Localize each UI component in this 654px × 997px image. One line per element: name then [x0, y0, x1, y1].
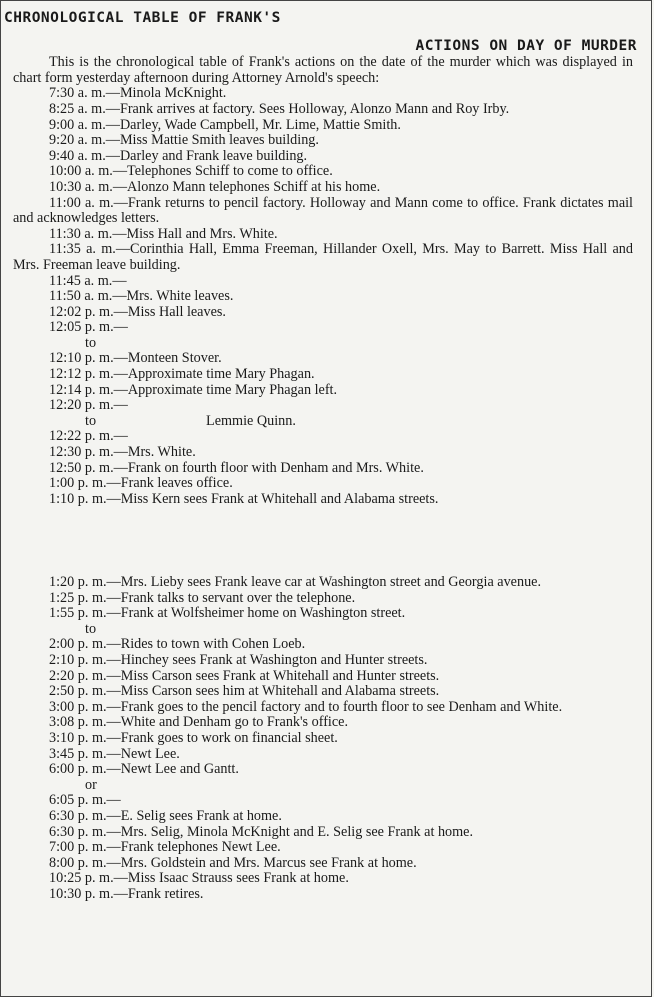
timeline-entry — [13, 575, 633, 591]
timeline-entry — [13, 669, 633, 685]
entry-time: 6:05 p. m. — [49, 792, 107, 809]
entry-text: —Miss Carson sees him at Whitehall and Alabama streets. — [106, 683, 440, 700]
timeline-entry — [13, 762, 633, 778]
timeline-entry — [13, 429, 633, 445]
entry-text: —Mrs. Goldstein and Mrs. Marcus see Frank at home. — [106, 854, 417, 871]
entry-time: 1:20 p. m. — [49, 574, 107, 590]
entry-time: 1:00 p. m. — [49, 475, 107, 492]
clipping-bottom — [0, 574, 652, 997]
headline-line-1: CHRONOLOGICAL TABLE OF FRANK'S — [4, 10, 281, 26]
entry-time: 10:25 p. m. — [49, 870, 114, 887]
entry-text: —Hinchey sees Frank at Washington and Hunter streets. — [106, 651, 428, 668]
entry-text: —Frank goes to the pencil factory and to fourth floor to see Denham and White. — [106, 698, 563, 715]
timeline-entry — [13, 367, 633, 383]
timeline-entry — [13, 606, 633, 622]
timeline-entry — [13, 320, 633, 336]
timeline-entry — [13, 196, 633, 227]
timeline-entry — [13, 102, 633, 118]
entry-time: 12:12 p. m. — [49, 366, 114, 383]
entry-time: 12:10 p. m. — [49, 350, 114, 367]
timeline-entry — [13, 715, 633, 731]
entry-text: —Frank on fourth floor with Denham and Mrs. White. — [113, 459, 424, 476]
timeline-entry — [13, 86, 633, 102]
entry-time: 10:30 p. m. — [49, 885, 114, 902]
entry-time: 11:30 a. m. — [49, 225, 113, 242]
entry-time: 3:00 p. m. — [49, 698, 107, 715]
entry-time: 9:00 a. m. — [49, 116, 106, 133]
range-connector: to — [85, 620, 97, 637]
entry-time: 12:22 p. m. — [49, 428, 114, 445]
entry-text: —E. Selig sees Frank at home. — [106, 807, 282, 824]
timeline-entry — [13, 871, 633, 887]
entry-time: 12:50 p. m. — [49, 459, 114, 476]
entry-time: 8:00 p. m. — [49, 854, 107, 871]
entry-time: 12:02 p. m. — [49, 303, 114, 320]
entry-text: —Mrs. Selig, Minola McKnight and E. Selig see Frank at home. — [106, 823, 474, 840]
entry-text: —Darley, Wade Campbell, Mr. Lime, Mattie Smith. — [105, 116, 401, 133]
entry-text: —Monteen Stover. — [113, 350, 222, 367]
entry-text: —Frank telephones Newt Lee. — [106, 839, 281, 856]
entry-text: —Miss Mattie Smith leaves building. — [105, 132, 319, 149]
entry-text: —Frank arrives at factory. Sees Holloway, Alonzo Mann and Roy Irby. — [105, 100, 510, 117]
timeline-entry — [13, 398, 633, 414]
article-body-top — [1, 55, 651, 507]
entry-time: 11:50 a. m. — [49, 288, 113, 305]
timeline-list-part-1 — [13, 86, 633, 507]
range-connector: or — [85, 776, 97, 793]
headline-line-2: ACTIONS ON DAY OF MURDER — [415, 37, 637, 54]
entry-text: —Miss Hall and Mrs. White. — [112, 225, 278, 242]
entry-time: 11:45 a. m. — [49, 272, 113, 289]
entry-text: —Miss Hall leaves. — [113, 303, 226, 320]
entry-text: — — [113, 319, 128, 336]
range-connector — [13, 414, 633, 430]
entry-time: 6:00 p. m. — [49, 761, 107, 778]
timeline-entry — [13, 887, 633, 903]
entry-time: 3:08 p. m. — [49, 714, 107, 731]
intro-paragraph: This is the chronological table of Frank's actions on the date of the murder which was displayed in chart form yesterday afternoon during Attorney Arnold's speech: — [13, 54, 633, 86]
entry-text: —Mrs. White. — [113, 444, 196, 461]
entry-time: 11:35 a. m. — [49, 241, 116, 258]
timeline-entry — [13, 747, 633, 763]
entry-time: 1:55 p. m. — [49, 605, 107, 622]
article-body-bottom — [1, 574, 651, 902]
entry-text: —Frank goes to work on financial sheet. — [106, 729, 338, 746]
entry-text: —Frank at Wolfsheimer home on Washington street. — [106, 605, 406, 622]
timeline-entry — [13, 445, 633, 461]
timeline-entry — [13, 684, 633, 700]
entry-text: — — [113, 428, 128, 445]
entry-time: 3:45 p. m. — [49, 745, 107, 762]
entry-time: 6:30 p. m. — [49, 823, 107, 840]
timeline-entry — [13, 180, 633, 196]
timeline-list-part-2 — [13, 575, 633, 902]
entry-text: —Frank leaves office. — [106, 475, 233, 492]
timeline-entry — [13, 492, 633, 508]
entry-time: 12:14 p. m. — [49, 381, 114, 398]
timeline-entry — [13, 383, 633, 399]
entry-time: 9:40 a. m. — [49, 147, 106, 164]
entry-text: —Rides to town with Cohen Loeb. — [106, 636, 306, 653]
range-connector: to — [85, 334, 97, 351]
entry-time: 7:30 a. m. — [49, 85, 106, 102]
entry-text: —Mrs. Lieby sees Frank leave car at Washington street and Georgia avenue. — [106, 574, 542, 590]
entry-text: —Miss Carson sees Frank at Whitehall and Hunter streets. — [106, 667, 440, 684]
timeline-entry — [13, 305, 633, 321]
entry-text: —Miss Isaac Strauss sees Frank at home. — [113, 870, 349, 887]
entry-text: — — [112, 272, 127, 289]
entry-time: 12:30 p. m. — [49, 444, 114, 461]
entry-time: 1:25 p. m. — [49, 589, 107, 606]
entry-text: —Approximate time Mary Phagan. — [113, 366, 315, 383]
entry-text: —Frank retires. — [113, 885, 204, 902]
entry-time: 10:00 a. m. — [49, 163, 113, 180]
entry-time: 9:20 a. m. — [49, 132, 106, 149]
timeline-entry — [13, 731, 633, 747]
entry-text: —Darley and Frank leave building. — [105, 147, 308, 164]
timeline-entry — [13, 289, 633, 305]
entry-time: 11:00 a. m. — [49, 194, 114, 211]
entry-time: 8:25 a. m. — [49, 100, 106, 117]
timeline-entry — [13, 840, 633, 856]
timeline-entry — [13, 700, 633, 716]
entry-time: 1:10 p. m. — [49, 490, 107, 507]
entry-text: —Newt Lee. — [106, 745, 180, 762]
timeline-entry — [13, 149, 633, 165]
entry-text: Lemmie Quinn. — [206, 412, 296, 429]
timeline-entry — [13, 793, 633, 809]
timeline-entry — [13, 351, 633, 367]
entry-text: —Alonzo Mann telephones Schiff at his home. — [112, 178, 381, 195]
timeline-entry — [13, 591, 633, 607]
entry-text: —Corinthia Hall, Emma Freeman, Hillander Oxell, Mrs. May to Barrett. Miss Hall and Mrs. Freeman leave building. — [13, 241, 633, 273]
timeline-entry — [13, 164, 633, 180]
timeline-entry — [13, 227, 633, 243]
entry-time: 10:30 a. m. — [49, 178, 113, 195]
entry-time: 3:10 p. m. — [49, 729, 107, 746]
connector-word: to — [85, 412, 97, 429]
entry-text: —Newt Lee and Gantt. — [106, 761, 239, 778]
entry-text: —Miss Kern sees Frank at Whitehall and Alabama streets. — [106, 490, 439, 507]
entry-text: — — [106, 792, 121, 809]
entry-text: —Minola McKnight. — [105, 85, 227, 102]
entry-time: 2:10 p. m. — [49, 651, 107, 668]
entry-text: —Telephones Schiff to come to office. — [112, 163, 333, 180]
timeline-entry — [13, 242, 633, 273]
entry-time: 7:00 p. m. — [49, 839, 107, 856]
entry-text: — — [113, 397, 128, 414]
entry-time: 2:00 p. m. — [49, 636, 107, 653]
entry-time: 2:20 p. m. — [49, 667, 107, 684]
entry-time: 2:50 p. m. — [49, 683, 107, 700]
entry-text: —Approximate time Mary Phagan left. — [113, 381, 338, 398]
entry-time: 12:05 p. m. — [49, 319, 114, 336]
entry-text: —White and Denham go to Frank's office. — [106, 714, 348, 731]
timeline-entry — [13, 274, 633, 290]
entry-time: 6:30 p. m. — [49, 807, 107, 824]
entry-text: —Frank talks to servant over the telephone. — [106, 589, 356, 606]
timeline-entry — [13, 461, 633, 477]
entry-text: —Frank returns to pencil factory. Holloway and Mann come to office. Frank dictates mail and acknowledges letters. — [13, 194, 633, 227]
timeline-entry — [13, 653, 633, 669]
timeline-entry — [13, 118, 633, 134]
timeline-entry — [13, 133, 633, 149]
timeline-entry — [13, 856, 633, 872]
entry-text: —Mrs. White leaves. — [112, 288, 234, 305]
timeline-entry — [13, 825, 633, 841]
timeline-entry — [13, 476, 633, 492]
timeline-entry — [13, 809, 633, 825]
timeline-entry — [13, 637, 633, 653]
entry-time: 12:20 p. m. — [49, 397, 114, 414]
